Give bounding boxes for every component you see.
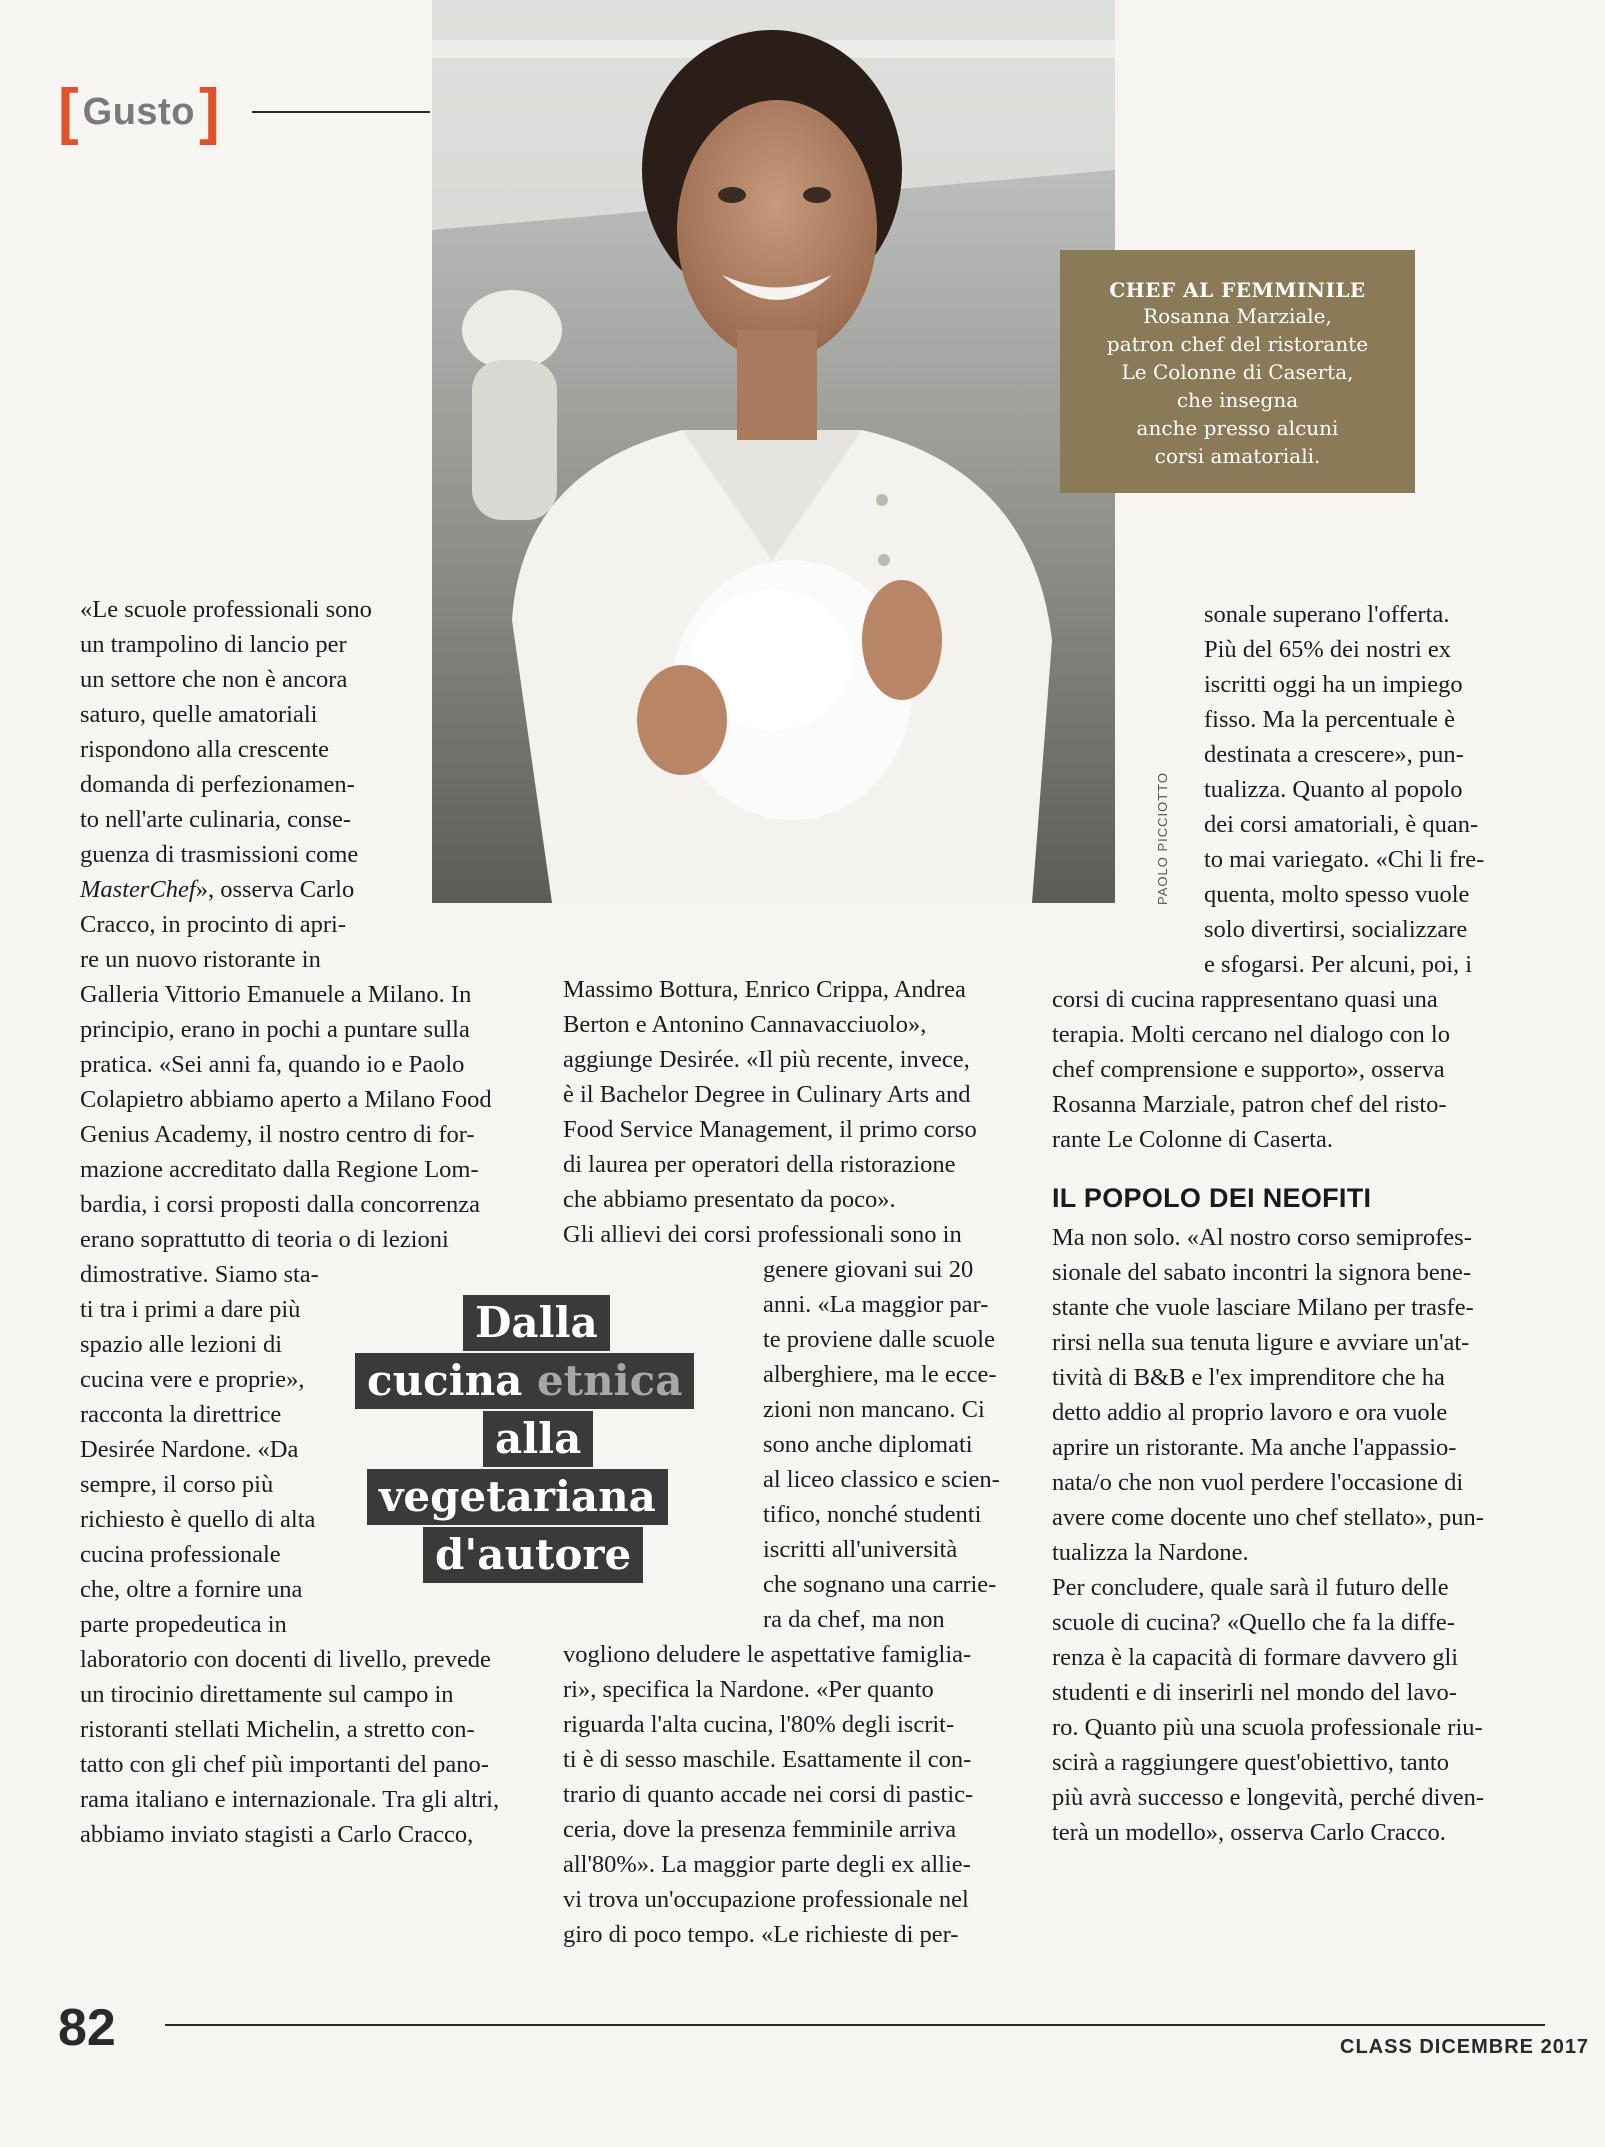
pull-quote-line-2: [355, 1353, 694, 1409]
text-line: giro di poco tempo. «Le richieste di per-: [563, 1921, 959, 1948]
text-line: spazio alle lezioni di: [80, 1331, 283, 1358]
text-line: Desirée Nardone. «Da: [80, 1436, 299, 1463]
text-line: Cracco, in procinto di apri-: [80, 911, 347, 938]
text-line: genere giovani sui 20: [763, 1256, 974, 1283]
text-line: alberghiere, ma le ecce-: [763, 1361, 997, 1388]
text-line: bardia, i corsi proposti dalla concorrenza: [80, 1191, 481, 1218]
text-line: un trampolino di lancio per: [80, 631, 347, 658]
text-line: ristoranti stellati Michelin, a stretto con-: [80, 1716, 475, 1743]
text-line: ra da chef, ma non: [763, 1606, 945, 1633]
pull-quote-word-highlight: etnica: [537, 1356, 683, 1405]
text-line: ti tra i primi a dare più: [80, 1296, 301, 1323]
text-line: che, oltre a fornire una: [80, 1576, 303, 1603]
text-line: rante Le Colonne di Caserta.: [1052, 1126, 1333, 1153]
text-line: e sfogarsi. Per alcuni, poi, i: [1204, 951, 1473, 978]
text-line: fisso. Ma la percentuale è: [1204, 706, 1456, 733]
text-line: terapia. Molti cercano nel dialogo con lo: [1052, 1021, 1450, 1048]
text-line: tifico, nonché studenti: [763, 1501, 982, 1528]
text-line: riguarda l'alta cucina, l'80% degli iscrit-: [563, 1711, 955, 1738]
bracket-right: ]: [198, 77, 220, 146]
article-column-1: [80, 592, 535, 1852]
page-number: 82: [58, 1999, 116, 2057]
caption-title: CHEF AL FEMMINILE: [1109, 278, 1366, 302]
text-line: terà un modello», osserva Carlo Cracco.: [1052, 1819, 1446, 1846]
header-rule: [252, 111, 430, 113]
text-line: chef comprensione e supporto», osserva: [1052, 1056, 1445, 1083]
text-line: rirsi nella sua tenuta ligure e avviare un'at-: [1052, 1329, 1470, 1356]
subheading: IL POPOLO DEI NEOFITI: [1052, 1183, 1372, 1213]
text-line: stante che vuole lasciare Milano per trasfe-: [1052, 1294, 1474, 1321]
article-column-3-top: [1052, 597, 1500, 1157]
caption-line: corsi amatoriali.: [1154, 444, 1321, 468]
text-line: aggiunge Desirée. «Il più recente, invece,: [563, 1046, 970, 1073]
text-line: cucina professionale: [80, 1541, 281, 1568]
text-line: MasterChef», osserva Carlo: [80, 876, 355, 903]
text-line: anni. «La maggior par-: [763, 1291, 989, 1318]
text-line: iscritti all'università: [763, 1536, 958, 1563]
text-line: ri», specifica la Nardone. «Per quanto: [563, 1676, 934, 1703]
text-line: Per concludere, quale sarà il futuro delle: [1052, 1574, 1449, 1601]
text-line: rama italiano e internazionale. Tra gli altri,: [80, 1786, 500, 1813]
text-line: un settore che non è ancora: [80, 666, 348, 693]
text-line: aprire un ristorante. Ma anche l'appassio-: [1052, 1434, 1457, 1461]
text-line: destinata a crescere», pun-: [1204, 741, 1464, 768]
text-line: laboratorio con docenti di livello, prevede: [80, 1646, 491, 1673]
text-line: renza è la capacità di formare davvero gli: [1052, 1644, 1459, 1671]
section-tag: [58, 77, 220, 146]
text-line: tualizza la Nardone.: [1052, 1539, 1249, 1566]
caption-line: patron chef del ristorante: [1106, 332, 1369, 356]
caption-line: Rosanna Marziale,: [1143, 304, 1332, 328]
text-line: avere come docente uno chef stellato», pun-: [1052, 1504, 1484, 1531]
text-line: sempre, il corso più: [80, 1471, 274, 1498]
text-line: sonale superano l'offerta.: [1204, 601, 1450, 628]
text-line: Rosanna Marziale, patron chef del risto-: [1052, 1091, 1447, 1118]
text-line: tività di B&B e l'ex imprenditore che ha: [1052, 1364, 1445, 1391]
text-line: to nell'arte culinaria, conse-: [80, 806, 352, 833]
text-line: più avrà successo e longevità, perché diven-: [1052, 1784, 1484, 1811]
text-line: Genius Academy, il nostro centro di for-: [80, 1121, 475, 1148]
text-line: guenza di trasmissioni come: [80, 841, 359, 868]
text-line: abbiamo inviato stagisti a Carlo Cracco,: [80, 1821, 474, 1848]
text-line: Gli allievi dei corsi professionali sono in: [563, 1221, 962, 1248]
text-line: re un nuovo ristorante in: [80, 946, 321, 973]
text-line: un tirocinio direttamente sul campo in: [80, 1681, 454, 1708]
text-line: di laurea per operatori della ristorazione: [563, 1151, 956, 1178]
text-line: detto addio al proprio lavoro e ora vuole: [1052, 1399, 1448, 1426]
caption-line: che insegna: [1176, 388, 1299, 412]
text-line: vogliono deludere le aspettative famiglia-: [563, 1641, 972, 1668]
text-line: solo divertirsi, socializzare: [1204, 916, 1468, 943]
text-line: al liceo classico e scien-: [763, 1466, 1000, 1493]
text-line: dei corsi amatoriali, è quan-: [1204, 811, 1479, 838]
pull-quote-line-4: vegetariana: [367, 1469, 668, 1525]
text-line: zioni non mancano. Ci: [763, 1396, 985, 1423]
text-line: che sognano una carrie-: [763, 1571, 997, 1598]
text-line: te proviene dalle scuole: [763, 1326, 995, 1353]
text-line: Berton e Antonino Cannavacciuolo»,: [563, 1011, 927, 1038]
text-line: Massimo Bottura, Enrico Crippa, Andrea: [563, 976, 966, 1003]
text-line: principio, erano in pochi a puntare sulla: [80, 1016, 470, 1043]
text-line: corsi di cucina rappresentano quasi una: [1052, 986, 1438, 1013]
photo-credit: PAOLO PICCIOTTO: [1155, 772, 1170, 905]
pull-quote-line-1: Dalla: [463, 1295, 610, 1351]
text-line: tatto con gli chef più importanti del pano-: [80, 1751, 489, 1778]
text-line: sono anche diplomati: [763, 1431, 973, 1458]
text-line: racconta la direttrice: [80, 1401, 282, 1428]
text-line: mazione accreditato dalla Regione Lom-: [80, 1156, 479, 1183]
text-line: Ma non solo. «Al nostro corso semiprofes-: [1052, 1224, 1472, 1251]
text-line: to mai variegato. «Chi li fre-: [1204, 846, 1485, 873]
pull-quote: [355, 1295, 725, 1615]
pull-quote-word: cucina: [367, 1356, 523, 1405]
text-line: è il Bachelor Degree in Culinary Arts and: [563, 1081, 971, 1108]
text-line: ti è di sesso maschile. Esattamente il con-: [563, 1746, 972, 1773]
text-line: Più del 65% dei nostri ex: [1204, 636, 1452, 663]
section-label: Gusto: [82, 90, 195, 133]
text-line: erano soprattutto di teoria o di lezioni: [80, 1226, 449, 1253]
text-line: che abbiamo presentato da poco».: [563, 1186, 896, 1213]
text-line: Colapietro abbiamo aperto a Milano Food: [80, 1086, 492, 1113]
publication-info: CLASS DICEMBRE 2017: [1340, 2036, 1590, 2058]
caption-line: anche presso alcuni: [1136, 416, 1339, 440]
text-line: tualizza. Quanto al popolo: [1204, 776, 1463, 803]
text-line: quenta, molto spesso vuole: [1204, 881, 1470, 908]
bracket-left: [: [58, 77, 79, 146]
pull-quote-line-5: d'autore: [423, 1527, 643, 1583]
text-line: nata/o che non vuol perdere l'occasione di: [1052, 1469, 1464, 1496]
text-line: richiesto è quello di alta: [80, 1506, 316, 1533]
text-line: rispondono alla crescente: [80, 736, 329, 763]
text-line: parte propedeutica in: [80, 1611, 287, 1638]
text-line: Food Service Management, il primo corso: [563, 1116, 977, 1143]
text-line: vi trova un'occupazione professionale nel: [563, 1886, 969, 1913]
text-line: scirà a raggiungere quest'obiettivo, tanto: [1052, 1749, 1449, 1776]
caption-line: Le Colonne di Caserta,: [1121, 360, 1354, 384]
text-line: ceria, dove la presenza femminile arriva: [563, 1816, 957, 1843]
text-line: iscritti oggi ha un impiego: [1204, 671, 1463, 698]
text-line: Galleria Vittorio Emanuele a Milano. In: [80, 981, 472, 1008]
text-line: «Le scuole professionali sono: [80, 596, 372, 623]
text-line: all'80%». La maggior parte degli ex allie-: [563, 1851, 971, 1878]
text-line: dimostrative. Siamo sta-: [80, 1261, 319, 1288]
text-line: sionale del sabato incontri la signora bene-: [1052, 1259, 1472, 1286]
article-column-3-bottom: [1052, 1220, 1500, 1850]
text-line: scuole di cucina? «Quello che fa la diffe-: [1052, 1609, 1455, 1636]
footer-rule: [165, 2024, 1545, 2026]
pull-quote-line-3: alla: [483, 1411, 593, 1467]
text-line: studenti e di inserirli nel mondo del lavo-: [1052, 1679, 1457, 1706]
text-line: domanda di perfezionamen-: [80, 771, 355, 798]
text-line: saturo, quelle amatoriali: [80, 701, 318, 728]
text-line: cucina vere e proprie»,: [80, 1366, 305, 1393]
photo-caption: [1060, 250, 1415, 493]
text-line: pratica. «Sei anni fa, quando io e Paolo: [80, 1051, 465, 1078]
text-line: trario di quanto accade nei corsi di pastic-: [563, 1781, 974, 1808]
text-line: ro. Quanto più una scuola professionale riu-: [1052, 1714, 1483, 1741]
